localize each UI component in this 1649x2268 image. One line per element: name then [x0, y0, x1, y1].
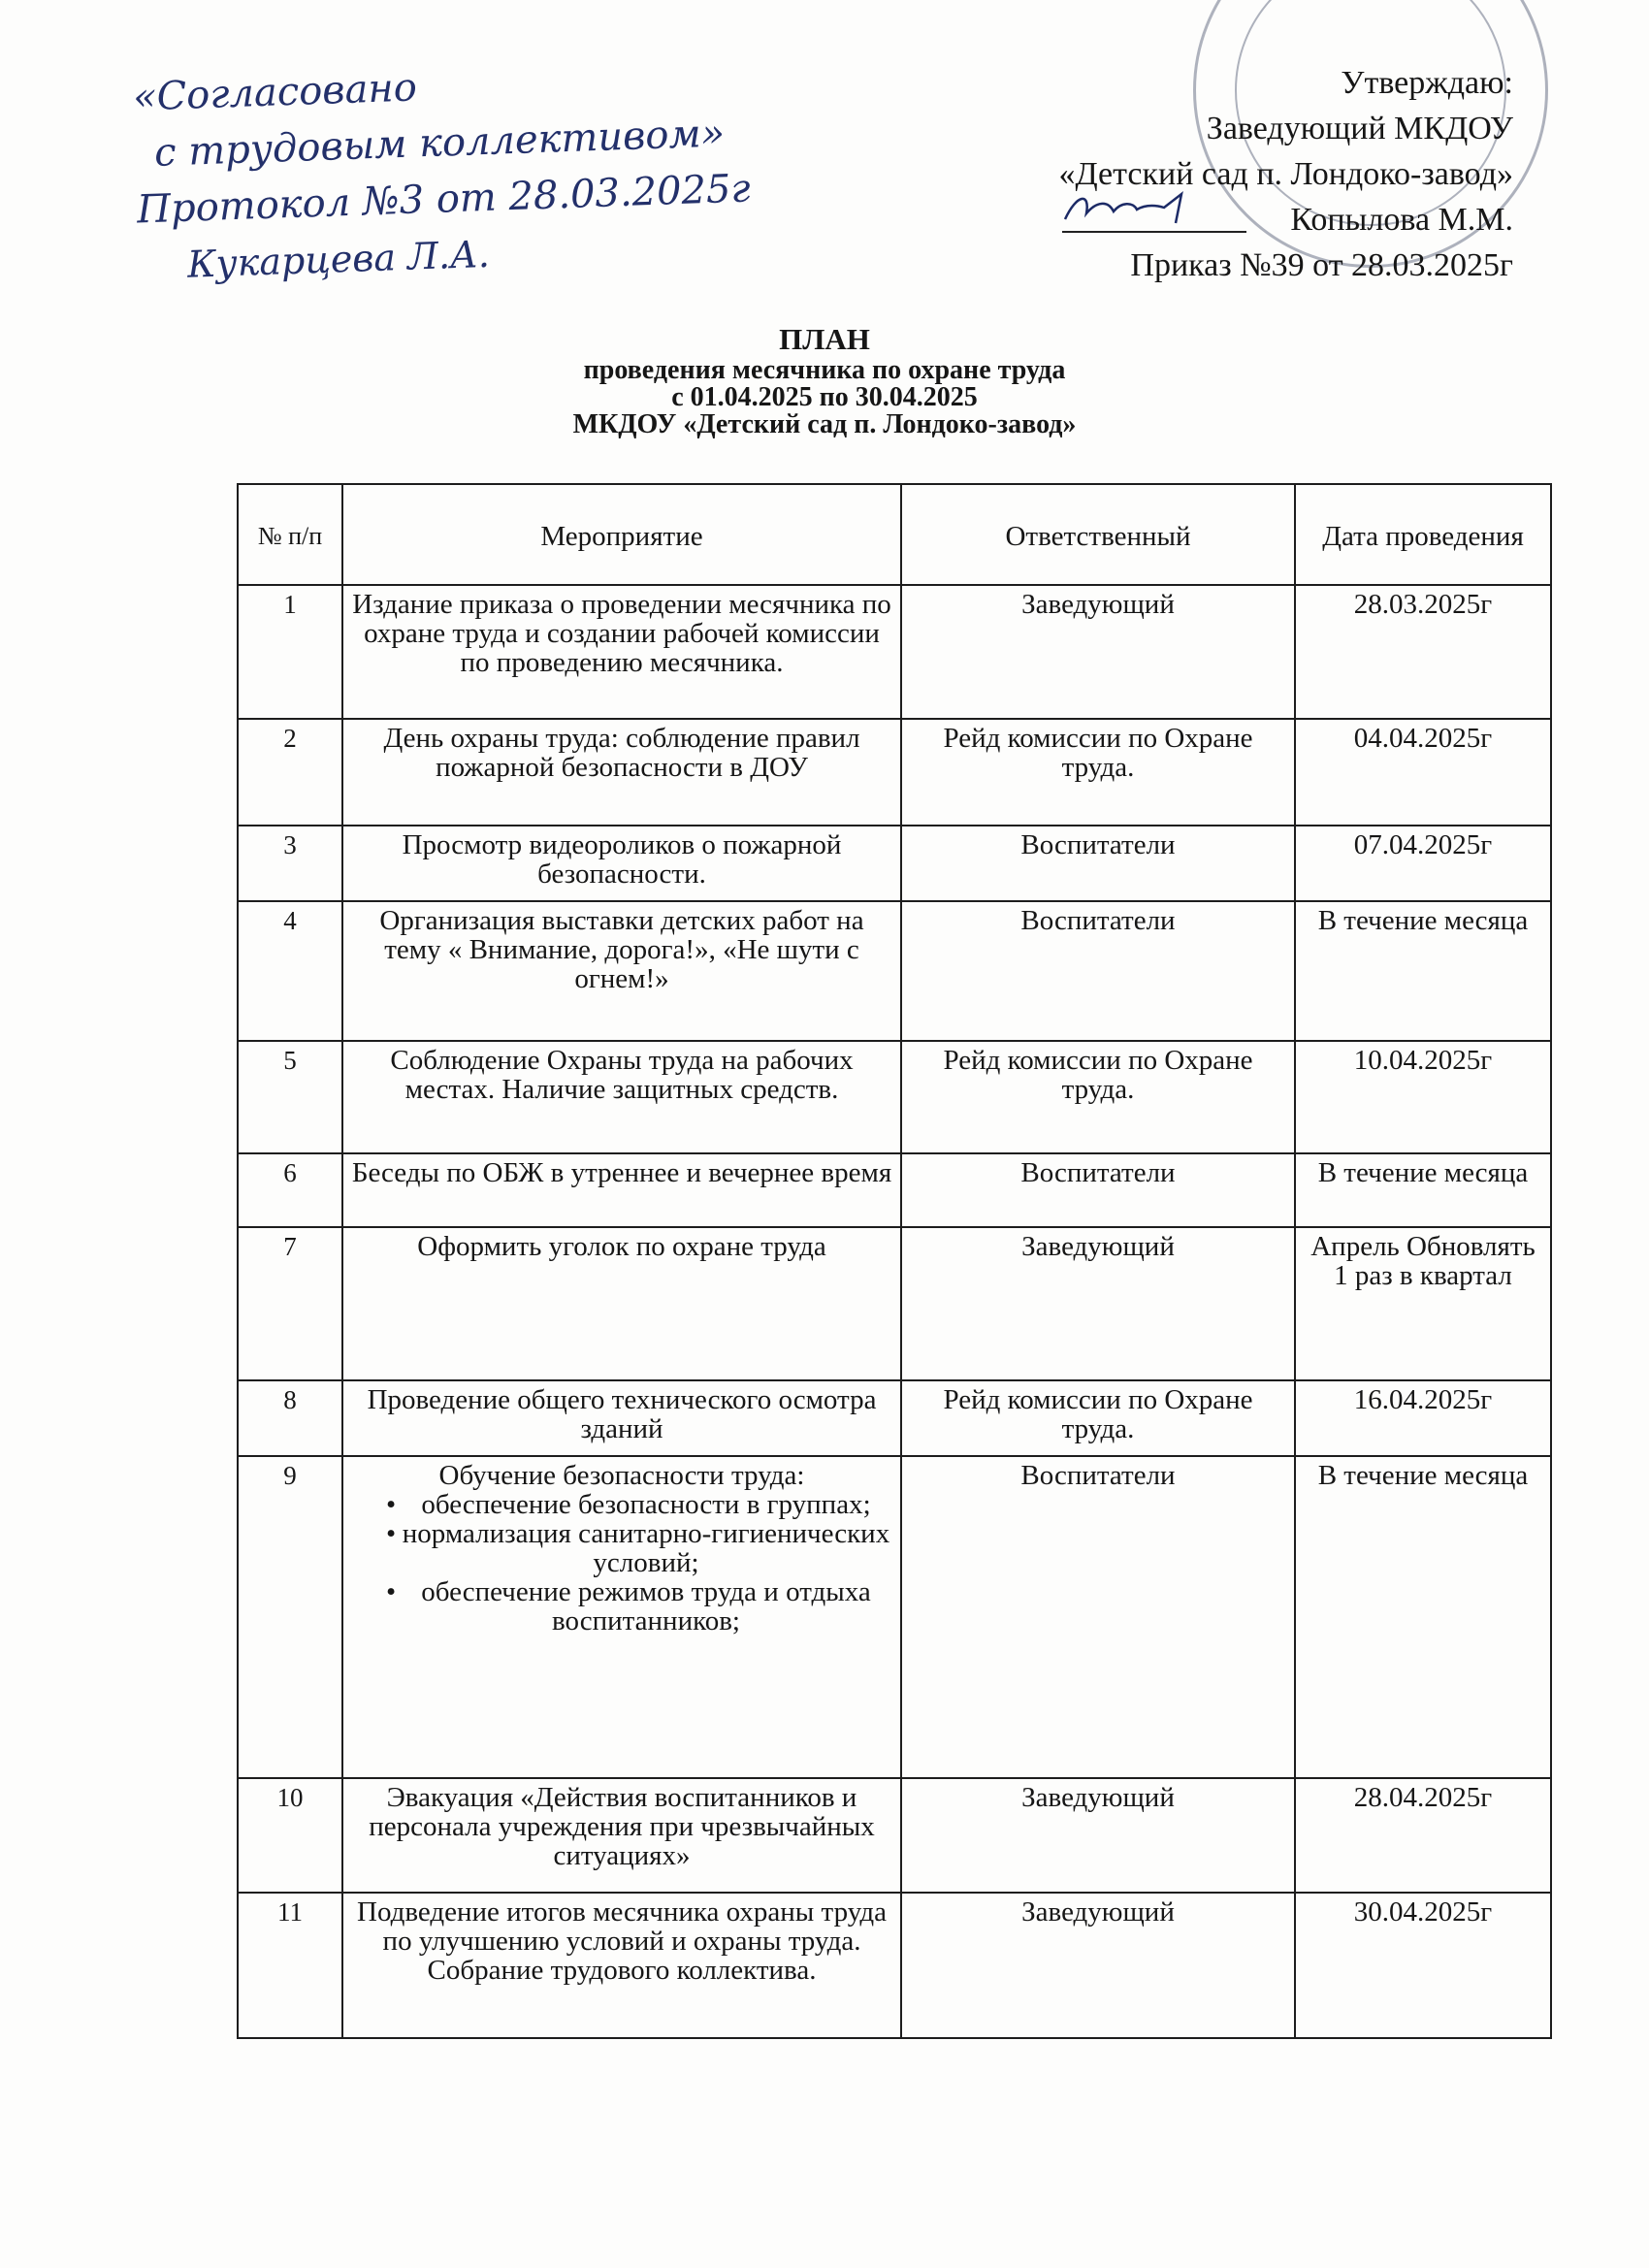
table-row [238, 719, 1551, 826]
row-date: 04.04.2025г [1295, 719, 1551, 826]
row-num: 10 [238, 1778, 342, 1893]
row-event: Соблюдение Охраны труда на рабочих местах. Наличие защитных средств. [342, 1041, 901, 1153]
row-event: Организация выставки детских работ на тему « Внимание, дорога!», «Не шути с огнем!» [342, 901, 901, 1041]
row-event: День охраны труда: соблюдение правил пожарной безопасности в ДОУ [342, 719, 901, 826]
row-event: Эвакуация «Действия воспитанников и персонала учреждения при чрезвычайных ситуациях» [342, 1778, 901, 1893]
row-date: 28.04.2025г [1295, 1778, 1551, 1893]
row-date: В течение месяца [1295, 901, 1551, 1041]
agreement-line: Протокол №3 от 28.03.2025г [136, 166, 752, 233]
title-line: с 01.04.2025 по 30.04.2025 [671, 382, 978, 412]
approval-line: Заведующий МКДОУ [1206, 111, 1513, 146]
row-num: 9 [238, 1456, 342, 1778]
table-row [238, 1041, 1551, 1153]
signature-line [1062, 231, 1246, 233]
plan-table [237, 483, 1552, 2039]
list-item: • обеспечение режимов труда и отдыха воспитанников; [351, 1577, 892, 1636]
approval-signer: Копылова М.М. [1290, 202, 1513, 238]
row-num: 6 [238, 1153, 342, 1227]
row-date: 07.04.2025г [1295, 826, 1551, 901]
row-date: 28.03.2025г [1295, 585, 1551, 719]
row-event: Издание приказа о проведении месячника по охране труда и создании рабочей комиссии по проведению месячника. [342, 585, 901, 719]
row-responsible: Рейд комиссии по Охране труда. [901, 719, 1295, 826]
row-date: Апрель Обновлять 1 раз в квартал [1295, 1227, 1551, 1380]
approval-block [815, 60, 1513, 288]
row-responsible: Заведующий [901, 585, 1295, 719]
row-num: 7 [238, 1227, 342, 1380]
table-row [238, 826, 1551, 901]
table-row [238, 1456, 1551, 1778]
agreement-line: «Согласовано [132, 65, 418, 120]
title-heading: ПЛАН [779, 322, 870, 356]
row-date: 10.04.2025г [1295, 1041, 1551, 1153]
row-responsible: Заведующий [901, 1778, 1295, 1893]
row-responsible: Заведующий [901, 1227, 1295, 1380]
row-num: 3 [238, 826, 342, 901]
table-row [238, 1227, 1551, 1380]
table-row [238, 1153, 1551, 1227]
row-responsible: Рейд комиссии по Охране труда. [901, 1041, 1295, 1153]
row-event: Просмотр видеороликов о пожарной безопасности. [342, 826, 901, 901]
title-line: МКДОУ «Детский сад п. Лондоко-завод» [572, 409, 1077, 439]
handwritten-agreement-note [113, 47, 799, 295]
row-num: 11 [238, 1893, 342, 2038]
table-row [238, 1778, 1551, 1893]
row-responsible: Заведующий [901, 1893, 1295, 2038]
row-event: Беседы по ОБЖ в утреннее и вечернее время [342, 1153, 901, 1227]
row-event: Проведение общего технического осмотра зданий [342, 1380, 901, 1456]
row-date: 30.04.2025г [1295, 1893, 1551, 2038]
row-date: 16.04.2025г [1295, 1380, 1551, 1456]
row-num: 1 [238, 585, 342, 719]
list-item: • нормализация санитарно-гигиенических условий; [351, 1519, 892, 1577]
table-row [238, 585, 1551, 719]
row-num: 5 [238, 1041, 342, 1153]
title-line: проведения месячника по охране труда [583, 355, 1066, 385]
header-date: Дата проведения [1295, 484, 1551, 585]
document-title [0, 322, 1649, 438]
row-date: В течение месяца [1295, 1153, 1551, 1227]
header-event: Мероприятие [342, 484, 901, 585]
table-row [238, 1380, 1551, 1456]
approval-order: Приказ №39 от 28.03.2025г [1130, 247, 1513, 283]
row-event: Обучение безопасности труда: [438, 1460, 805, 1491]
table-row [238, 1893, 1551, 2038]
row-responsible: Воспитатели [901, 1153, 1295, 1227]
row-num: 2 [238, 719, 342, 826]
approval-line: Утверждаю: [1341, 65, 1513, 101]
header-num: № п/п [238, 484, 342, 585]
row-responsible: Воспитатели [901, 901, 1295, 1041]
row-responsible: Воспитатели [901, 826, 1295, 901]
row-responsible: Воспитатели [901, 1456, 1295, 1778]
row-responsible: Рейд комиссии по Охране труда. [901, 1380, 1295, 1456]
agreement-line: с трудовым коллективом» [153, 111, 726, 176]
row-event: Оформить уголок по охране труда [342, 1227, 901, 1380]
row-num: 8 [238, 1380, 342, 1456]
row-date: В течение месяца [1295, 1456, 1551, 1778]
approval-line: «Детский сад п. Лондоко-завод» [1058, 156, 1513, 192]
row-event: Подведение итогов месячника охраны труда по улучшению условий и охраны труда. Собрание трудового коллектива. [342, 1893, 901, 2038]
table-row [238, 901, 1551, 1041]
handwritten-signature [1057, 184, 1232, 233]
table-header-row [238, 484, 1551, 585]
header-responsible: Ответственный [901, 484, 1295, 585]
row-num: 4 [238, 901, 342, 1041]
agreement-signature-name: Кукарцева Л.А. [186, 232, 491, 286]
row-event-cell [342, 1456, 901, 1778]
list-item: • обеспечение безопасности в группах; [351, 1490, 892, 1519]
bullet-list [351, 1490, 892, 1636]
